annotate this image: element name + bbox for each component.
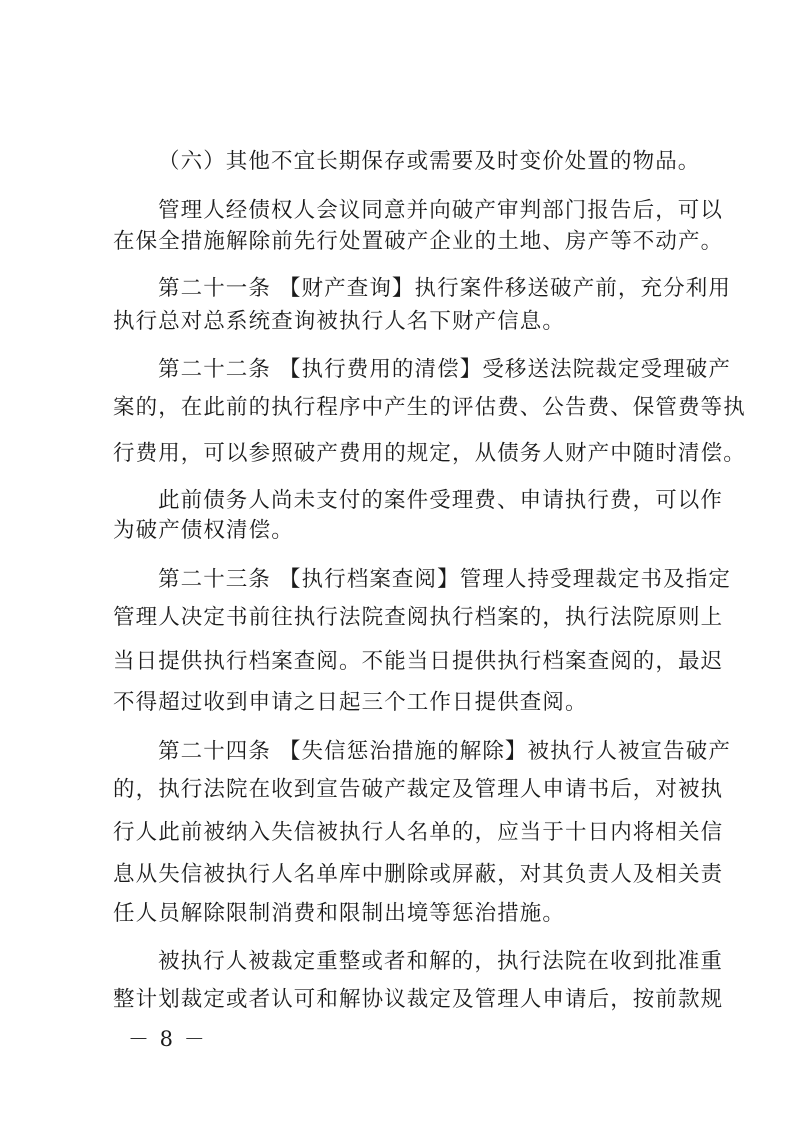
text-line: （六）其他不宜长期保存或需要及时变价处置的物品。 — [158, 149, 701, 174]
text-line: 息从失信被执行人名单库中删除或屏蔽，对其负责人及相关责 — [113, 862, 724, 887]
text-line: 被执行人被裁定重整或者和解的，执行法院在收到批准重 — [158, 949, 724, 974]
text-line: 第二十四条 【失信惩治措施的解除】被执行人被宣告破产 — [158, 739, 731, 764]
text-line: 此前债务人尚未支付的案件受理费、申请执行费，可以作 — [158, 488, 724, 513]
text-line: 管理人经债权人会议同意并向破产审判部门报告后，可以 — [158, 198, 724, 223]
text-line: 任人员解除限制消费和限制出境等惩治措施。 — [113, 901, 566, 926]
text-line: 执行总对总系统查询被执行人名下财产信息。 — [113, 309, 566, 334]
text-line: 为破产债权清偿。 — [113, 518, 294, 543]
text-line: 第二十一条 【财产查询】执行案件移送破产前，充分利用 — [158, 276, 731, 301]
text-line: 行费用，可以参照破产费用的规定，从债务人财产中随时清偿。 — [113, 441, 746, 466]
text-line: 不得超过收到申请之日起三个工作日提供查阅。 — [113, 690, 588, 715]
text-line: 整计划裁定或者认可和解协议裁定及管理人申请后，按前款规 — [113, 987, 724, 1012]
text-line: 的，执行法院在收到宣告破产裁定及管理人申请书后，对被执 — [113, 777, 724, 802]
text-line: 第二十三条 【执行档案查阅】管理人持受理裁定书及指定 — [158, 567, 731, 592]
text-line: 案的，在此前的执行程序中产生的评估费、公告费、保管费等执 — [113, 395, 746, 420]
text-line: 在保全措施解除前先行处置破产企业的土地、房产等不动产。 — [113, 229, 724, 254]
text-line: 管理人决定书前往执行法院查阅执行档案的，执行法院原则上 — [113, 605, 724, 630]
text-line: 当日提供执行档案查阅。不能当日提供执行档案查阅的，最迟 — [113, 649, 724, 674]
text-line: 行人此前被纳入失信被执行人名单的，应当于十日内将相关信 — [113, 820, 724, 845]
text-line: 第二十二条 【执行费用的清偿】受移送法院裁定受理破产 — [158, 357, 731, 382]
page-number: － 8 － — [128, 1027, 207, 1051]
